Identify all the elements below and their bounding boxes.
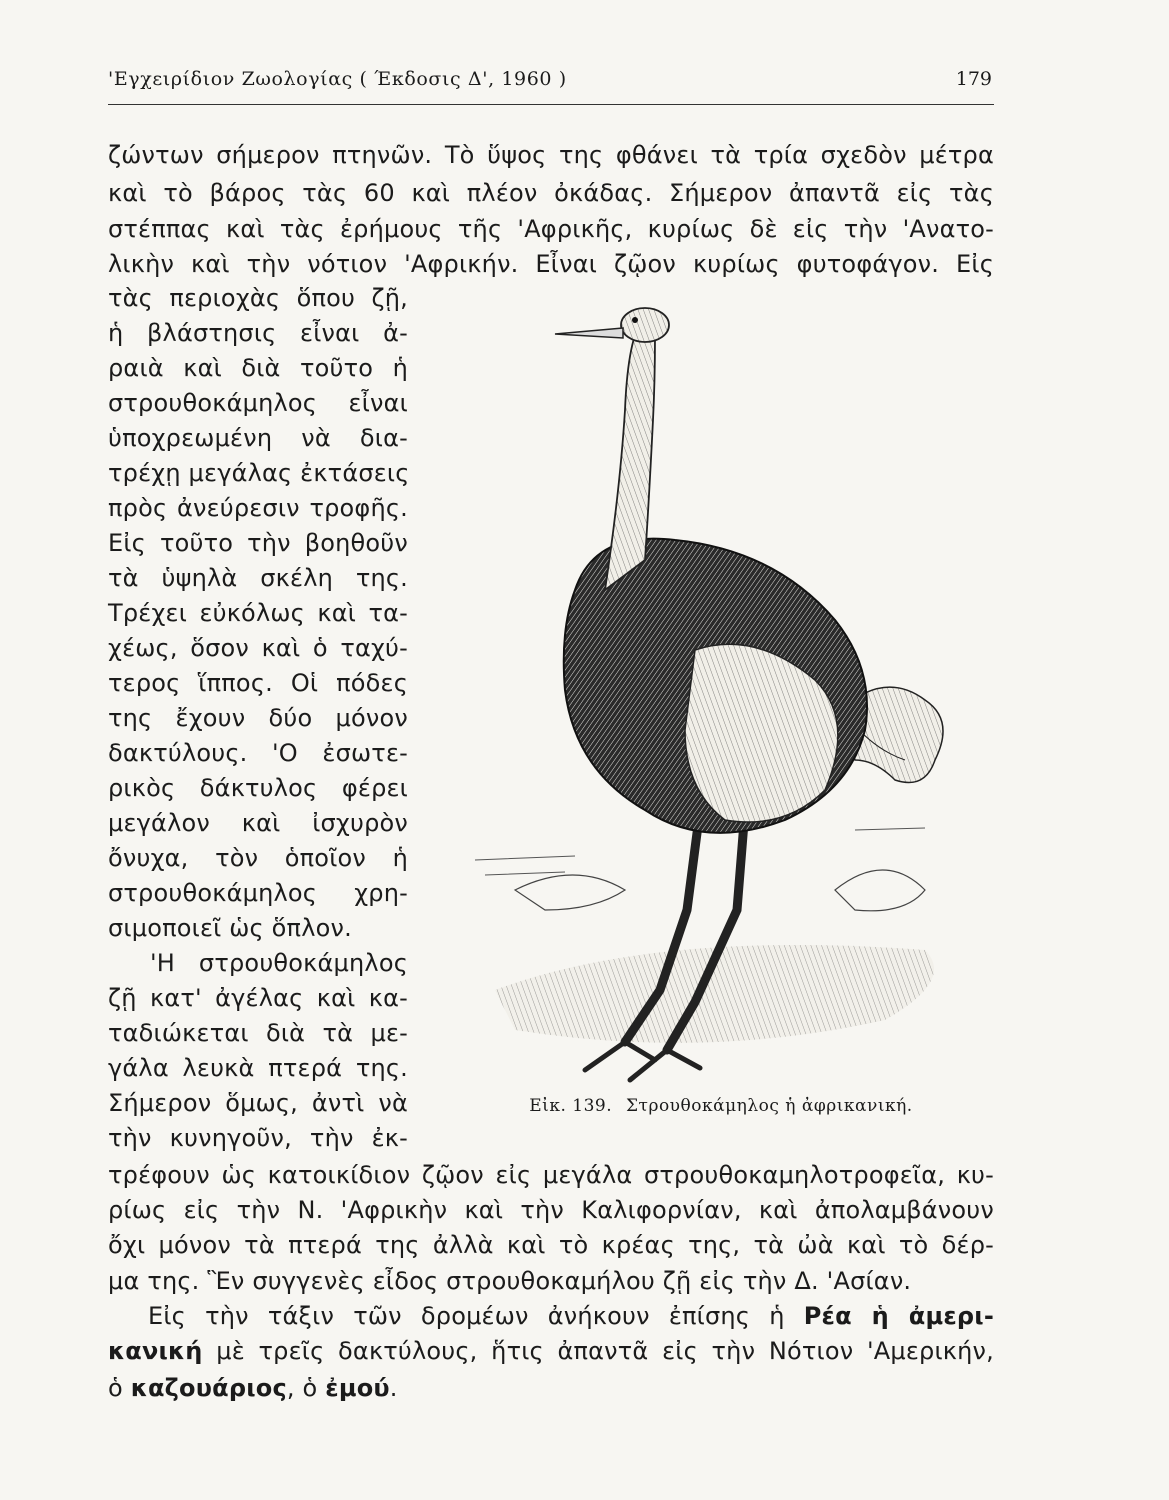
text-line: καὶ τὸ βάρος τὰς 60 καὶ πλέον ὀκάδας. Σήμερον ἀπαντᾶ εἰς τὰς	[108, 179, 994, 207]
text-line: λικὴν καὶ τὴν νότιον 'Αφρικήν. Εἶναι ζῷον κυρίως φυτοφάγον. Εἰς	[108, 250, 994, 278]
figure-caption	[466, 1096, 976, 1116]
column-line: τὴν κυνηγοῦν, τὴν ἐκ-	[108, 1124, 408, 1152]
column-line: στρουθοκάμηλος χρη-	[108, 879, 408, 907]
column-line: της ἔχουν δύο μόνον	[108, 704, 408, 732]
text-run: ὁ	[108, 1374, 123, 1402]
ostrich-illustration	[455, 290, 975, 1090]
column-line: τρέχῃ μεγάλας ἐκτάσεις	[108, 459, 410, 487]
column-line: δακτύλους. 'Ο ἐσωτε-	[108, 739, 408, 767]
ostrich-head	[555, 308, 669, 342]
column-line: ὑποχρεωμένη νὰ δια-	[108, 424, 408, 452]
book-title: 'Εγχειρίδιον Ζωολογίας ( Έκδοσις Δ', 1960 )	[108, 68, 567, 90]
column-line: ὄνυχα, τὸν ὁποῖον ἡ	[108, 844, 408, 872]
column-line: ρικὸς δάκτυλος φέρει	[108, 774, 408, 802]
figure-number: Εἰκ. 139.	[529, 1096, 613, 1116]
running-header	[108, 64, 994, 105]
column-line: τὰς περιοχὰς ὅπου ζῇ,	[108, 284, 408, 312]
bold-term: κανική	[108, 1337, 203, 1365]
column-line: στρουθοκάμηλος εἶναι	[108, 389, 408, 417]
text-run: Εἰς τὴν τάξιν τῶν δρομέων ἀνήκουν ἐπίσης ἡ	[148, 1302, 785, 1330]
text-line: στέππας καὶ τὰς ἐρήμους τῆς 'Αφρικῆς, κυρίως δὲ εἰς τὴν 'Ανατο-	[108, 215, 994, 243]
column-line: ραιὰ καὶ διὰ τοῦτο ἡ	[108, 354, 408, 382]
text-run: .	[389, 1374, 398, 1402]
column-line: γάλα λευκὰ πτερά της.	[108, 1054, 408, 1082]
column-line: ζῇ κατ' ἀγέλας καὶ κα-	[108, 984, 408, 1012]
bold-term: Ρέα ἡ ἀμερι-	[803, 1302, 994, 1330]
column-line: ταδιώκεται διὰ τὰ με-	[108, 1019, 408, 1047]
column-line: Τρέχει εὐκόλως καὶ τα-	[108, 599, 408, 627]
figure-caption-text: Στρουθοκάμηλος ἡ ἀφρικανική.	[626, 1096, 913, 1116]
column-line: ἡ βλάστησις εἶναι ἀ-	[108, 319, 408, 347]
text-line: ζώντων σήμερον πτηνῶν. Τὸ ὕψος της φθάνει τὰ τρία σχεδὸν μέτρα	[108, 141, 994, 169]
page-number: 179	[955, 68, 992, 90]
text-line: ὄχι μόνον τὰ πτερά της ἀλλὰ καὶ τὸ κρέας της, τὰ ὠὰ καὶ τὸ δέρ-	[108, 1231, 994, 1259]
bold-term: καζουάριος	[130, 1374, 287, 1402]
final-paragraph-line1	[108, 1301, 994, 1331]
final-paragraph-line3	[108, 1373, 398, 1403]
column-line: 'Η στρουθοκάμηλος	[150, 949, 408, 977]
text-run: , ὁ	[286, 1374, 318, 1402]
final-paragraph-line2	[108, 1336, 994, 1366]
column-line: τὰ ὑψηλὰ σκέλη της.	[108, 564, 408, 592]
ground-shading	[475, 828, 934, 1043]
column-line: χέως, ὅσον καὶ ὁ ταχύ-	[108, 634, 408, 662]
text-line: μα της. Ἓν συγγενὲς εἶδος στρουθοκαμήλου ζῇ εἰς τὴν Δ. 'Ασίαν.	[108, 1267, 912, 1295]
column-line: Σήμερον ὅμως, ἀντὶ νὰ	[108, 1089, 408, 1117]
column-line: πρὸς ἀνεύρεσιν τροφῆς.	[108, 494, 408, 522]
bold-term: ἐμού	[325, 1374, 390, 1402]
text-line: τρέφουν ὡς κατοικίδιον ζῷον εἰς μεγάλα στρουθοκαμηλοτροφεῖα, κυ-	[108, 1161, 994, 1189]
column-line: τερος ἵππος. Οἱ πόδες	[108, 669, 408, 697]
column-line: σιμοποιεῖ ὡς ὅπλον.	[108, 914, 352, 942]
text-run: μὲ τρεῖς δακτύλους, ἥτις ἀπαντᾶ εἰς τὴν Νότιον 'Αμερικήν,	[216, 1337, 994, 1365]
column-line: Εἰς τοῦτο τὴν βοηθοῦν	[108, 529, 408, 557]
text-line: ρίως εἰς τὴν Ν. 'Αφρικὴν καὶ τὴν Καλιφορνίαν, καὶ ἀπολαμβάνουν	[108, 1196, 994, 1224]
column-line: μεγάλον καὶ ἰσχυρὸν	[108, 809, 408, 837]
